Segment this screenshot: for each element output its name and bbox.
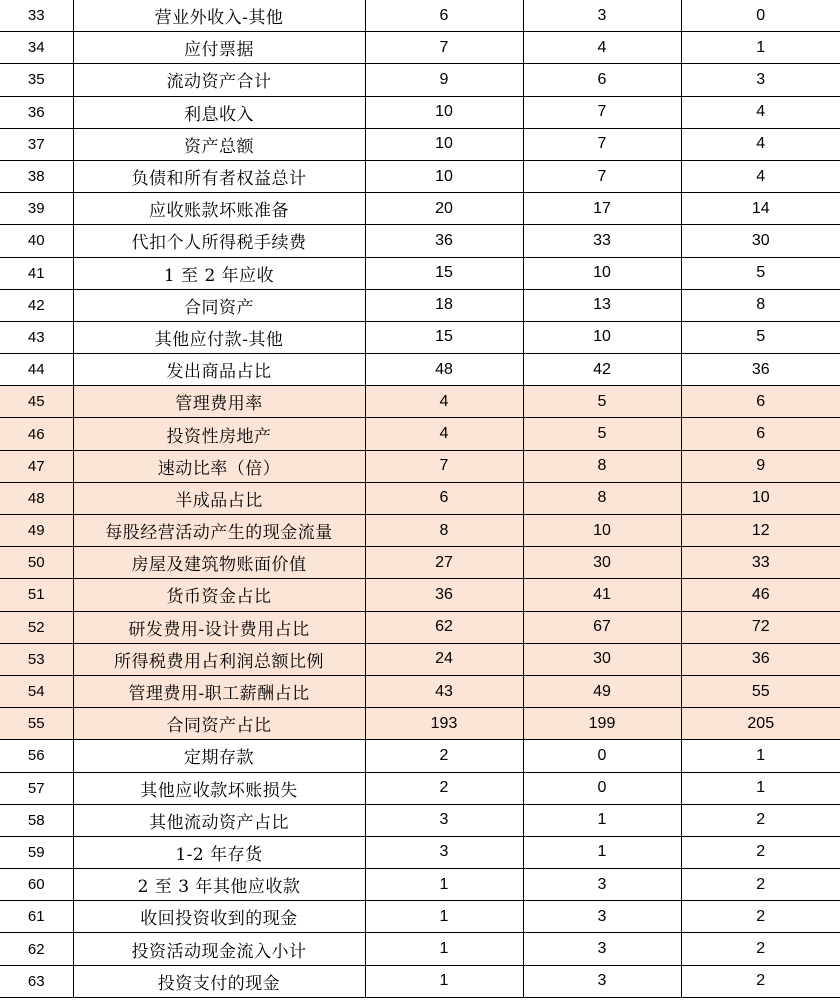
table-row [0,257,840,289]
row-index-cell: 53 [0,643,73,675]
row-value-1-cell: 1 [365,933,523,965]
row-name-cell: 其他应收款坏账损失 [73,772,365,804]
row-name-cell: 定期存款 [73,740,365,772]
table-row [0,547,840,579]
row-value-3-cell: 6 [681,386,840,418]
row-value-1-cell: 36 [365,225,523,257]
row-name-cell: 房屋及建筑物账面价值 [73,547,365,579]
row-value-3-cell: 10 [681,482,840,514]
table-row [0,869,840,901]
row-value-1-cell: 2 [365,772,523,804]
row-value-2-cell: 5 [523,418,681,450]
row-value-3-cell: 4 [681,128,840,160]
table-row [0,386,840,418]
row-value-1-cell: 4 [365,386,523,418]
row-index-cell: 52 [0,611,73,643]
row-value-3-cell: 30 [681,225,840,257]
row-value-2-cell: 30 [523,643,681,675]
row-value-1-cell: 6 [365,0,523,32]
row-value-3-cell: 205 [681,708,840,740]
row-value-2-cell: 42 [523,354,681,386]
table-row [0,965,840,997]
row-value-2-cell: 67 [523,611,681,643]
row-value-3-cell: 4 [681,96,840,128]
row-value-3-cell: 33 [681,547,840,579]
row-name-cell: 合同资产占比 [73,708,365,740]
row-index-cell: 40 [0,225,73,257]
row-name-cell: 应收账款坏账准备 [73,193,365,225]
table-row [0,450,840,482]
row-index-cell: 56 [0,740,73,772]
table-row [0,675,840,707]
row-value-2-cell: 8 [523,450,681,482]
row-value-2-cell: 13 [523,289,681,321]
row-value-1-cell: 3 [365,804,523,836]
row-value-1-cell: 6 [365,482,523,514]
row-value-2-cell: 3 [523,933,681,965]
row-value-1-cell: 4 [365,418,523,450]
row-value-3-cell: 2 [681,933,840,965]
table-row [0,289,840,321]
row-value-2-cell: 3 [523,869,681,901]
row-value-1-cell: 1 [365,965,523,997]
row-index-cell: 37 [0,128,73,160]
row-value-2-cell: 3 [523,901,681,933]
row-index-cell: 34 [0,32,73,64]
table-row [0,321,840,353]
row-value-1-cell: 24 [365,643,523,675]
row-value-2-cell: 17 [523,193,681,225]
row-value-1-cell: 20 [365,193,523,225]
row-name-cell: 货币资金占比 [73,579,365,611]
row-value-1-cell: 10 [365,160,523,192]
table-row [0,933,840,965]
row-index-cell: 49 [0,515,73,547]
row-name-cell: 代扣个人所得税手续费 [73,225,365,257]
row-index-cell: 45 [0,386,73,418]
row-value-1-cell: 9 [365,64,523,96]
row-value-1-cell: 7 [365,32,523,64]
row-name-cell: 管理费用-职工薪酬占比 [73,675,365,707]
row-value-2-cell: 7 [523,128,681,160]
row-value-2-cell: 49 [523,675,681,707]
row-value-3-cell: 36 [681,354,840,386]
row-name-cell: 1 至 2 年应收 [73,257,365,289]
row-value-3-cell: 6 [681,418,840,450]
row-value-1-cell: 48 [365,354,523,386]
row-name-cell: 投资支付的现金 [73,965,365,997]
row-index-cell: 63 [0,965,73,997]
row-value-3-cell: 5 [681,321,840,353]
row-value-3-cell: 2 [681,901,840,933]
row-index-cell: 50 [0,547,73,579]
row-name-cell: 1-2 年存货 [73,836,365,868]
row-value-1-cell: 10 [365,96,523,128]
row-index-cell: 35 [0,64,73,96]
row-value-3-cell: 2 [681,869,840,901]
row-name-cell: 负债和所有者权益总计 [73,160,365,192]
table-row [0,225,840,257]
row-value-2-cell: 3 [523,0,681,32]
row-value-2-cell: 7 [523,96,681,128]
row-name-cell: 投资活动现金流入小计 [73,933,365,965]
table-row [0,515,840,547]
table-row [0,32,840,64]
row-name-cell: 每股经营活动产生的现金流量 [73,515,365,547]
table-row [0,193,840,225]
row-value-1-cell: 62 [365,611,523,643]
row-index-cell: 54 [0,675,73,707]
row-value-1-cell: 1 [365,869,523,901]
table-row [0,772,840,804]
row-name-cell: 发出商品占比 [73,354,365,386]
row-value-2-cell: 0 [523,772,681,804]
row-value-3-cell: 8 [681,289,840,321]
row-value-2-cell: 7 [523,160,681,192]
row-name-cell: 收回投资收到的现金 [73,901,365,933]
row-value-2-cell: 8 [523,482,681,514]
row-index-cell: 55 [0,708,73,740]
row-value-1-cell: 43 [365,675,523,707]
row-name-cell: 其他应付款-其他 [73,321,365,353]
row-value-1-cell: 2 [365,740,523,772]
row-value-2-cell: 10 [523,515,681,547]
row-index-cell: 60 [0,869,73,901]
row-value-1-cell: 10 [365,128,523,160]
row-index-cell: 48 [0,482,73,514]
row-value-2-cell: 6 [523,64,681,96]
row-value-3-cell: 2 [681,965,840,997]
row-name-cell: 其他流动资产占比 [73,804,365,836]
row-value-3-cell: 4 [681,160,840,192]
table-row [0,804,840,836]
row-index-cell: 36 [0,96,73,128]
row-name-cell: 应付票据 [73,32,365,64]
row-index-cell: 44 [0,354,73,386]
row-value-1-cell: 7 [365,450,523,482]
row-name-cell: 2 至 3 年其他应收款 [73,869,365,901]
table-row [0,482,840,514]
table-row [0,128,840,160]
row-value-2-cell: 10 [523,321,681,353]
row-value-3-cell: 9 [681,450,840,482]
row-value-3-cell: 12 [681,515,840,547]
table-row [0,579,840,611]
row-value-1-cell: 8 [365,515,523,547]
table-row [0,611,840,643]
row-index-cell: 57 [0,772,73,804]
row-value-2-cell: 10 [523,257,681,289]
row-value-3-cell: 1 [681,740,840,772]
row-index-cell: 47 [0,450,73,482]
row-value-2-cell: 41 [523,579,681,611]
row-value-3-cell: 14 [681,193,840,225]
table-row [0,643,840,675]
row-index-cell: 59 [0,836,73,868]
row-index-cell: 33 [0,0,73,32]
row-value-2-cell: 3 [523,965,681,997]
row-index-cell: 61 [0,901,73,933]
table-row [0,160,840,192]
row-name-cell: 研发费用-设计费用占比 [73,611,365,643]
table-row [0,418,840,450]
table-row [0,64,840,96]
row-name-cell: 半成品占比 [73,482,365,514]
row-value-2-cell: 1 [523,804,681,836]
table-row [0,740,840,772]
row-value-1-cell: 193 [365,708,523,740]
row-value-2-cell: 33 [523,225,681,257]
row-value-3-cell: 72 [681,611,840,643]
row-name-cell: 资产总额 [73,128,365,160]
row-index-cell: 62 [0,933,73,965]
row-value-3-cell: 2 [681,836,840,868]
row-index-cell: 39 [0,193,73,225]
row-value-1-cell: 27 [365,547,523,579]
row-value-3-cell: 5 [681,257,840,289]
row-value-1-cell: 18 [365,289,523,321]
row-index-cell: 38 [0,160,73,192]
row-value-2-cell: 199 [523,708,681,740]
row-name-cell: 营业外收入-其他 [73,0,365,32]
row-name-cell: 管理费用率 [73,386,365,418]
row-value-2-cell: 1 [523,836,681,868]
table-row [0,901,840,933]
row-value-3-cell: 2 [681,804,840,836]
table-row [0,708,840,740]
table-row [0,354,840,386]
row-index-cell: 42 [0,289,73,321]
row-value-2-cell: 30 [523,547,681,579]
row-index-cell: 51 [0,579,73,611]
row-name-cell: 投资性房地产 [73,418,365,450]
row-index-cell: 43 [0,321,73,353]
row-value-3-cell: 55 [681,675,840,707]
row-value-3-cell: 1 [681,32,840,64]
row-value-3-cell: 0 [681,0,840,32]
row-value-1-cell: 36 [365,579,523,611]
row-value-1-cell: 1 [365,901,523,933]
row-value-1-cell: 15 [365,257,523,289]
row-value-2-cell: 0 [523,740,681,772]
row-value-3-cell: 46 [681,579,840,611]
table-row [0,0,840,32]
row-value-3-cell: 1 [681,772,840,804]
row-name-cell: 流动资产合计 [73,64,365,96]
row-index-cell: 46 [0,418,73,450]
row-name-cell: 速动比率（倍） [73,450,365,482]
row-value-1-cell: 15 [365,321,523,353]
row-value-3-cell: 3 [681,64,840,96]
table-row [0,96,840,128]
row-value-3-cell: 36 [681,643,840,675]
row-index-cell: 58 [0,804,73,836]
row-value-2-cell: 5 [523,386,681,418]
row-value-2-cell: 4 [523,32,681,64]
row-name-cell: 利息收入 [73,96,365,128]
row-name-cell: 合同资产 [73,289,365,321]
row-index-cell: 41 [0,257,73,289]
row-name-cell: 所得税费用占利润总额比例 [73,643,365,675]
table-row [0,836,840,868]
row-value-1-cell: 3 [365,836,523,868]
